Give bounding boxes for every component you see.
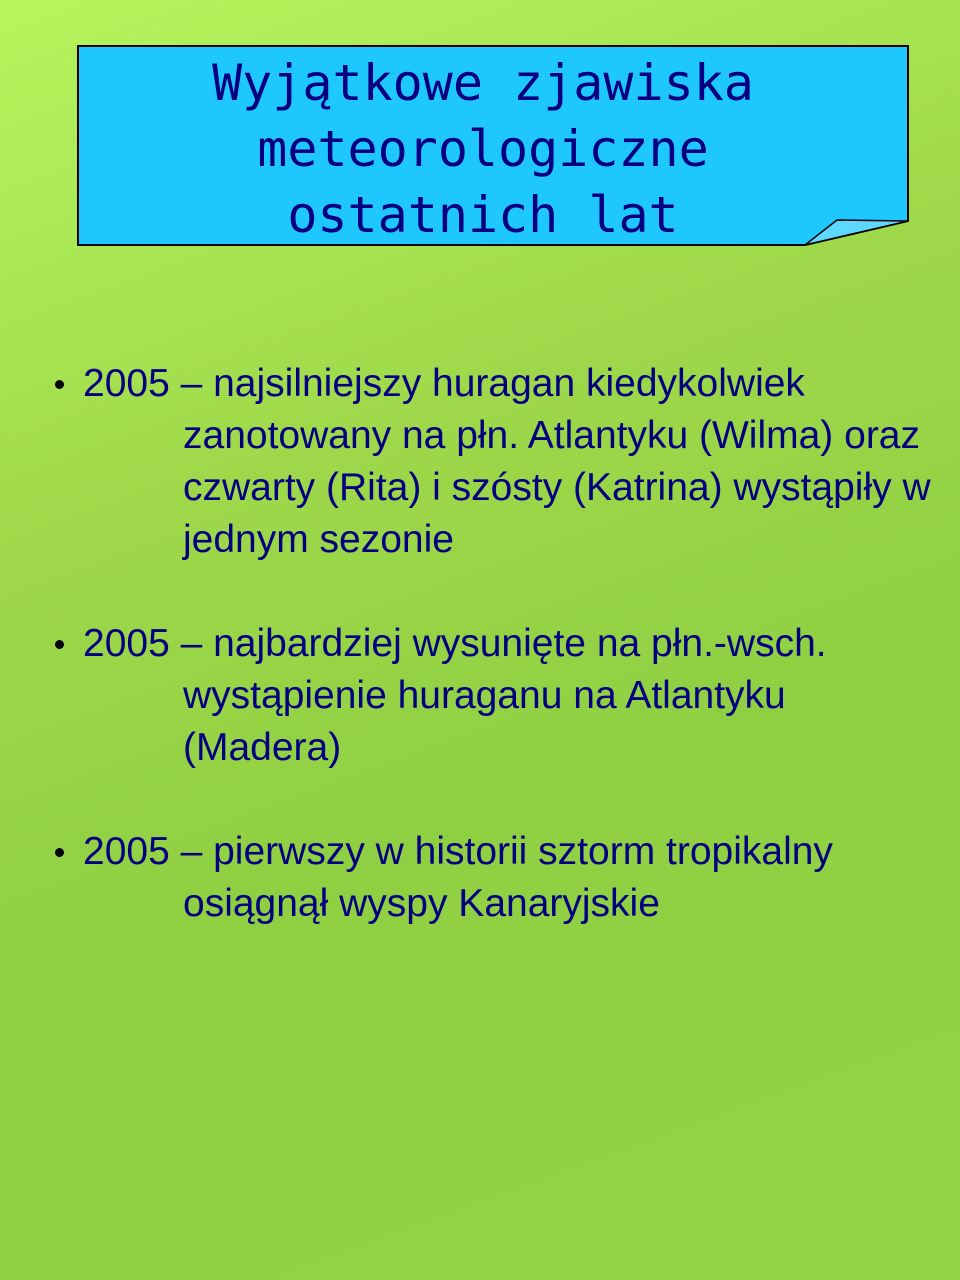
title-line-3: ostatnich lat [287, 186, 679, 244]
bullet-dot-icon [55, 848, 66, 859]
bullet-dot-icon [55, 640, 66, 651]
list-item [55, 358, 935, 566]
list-item [55, 618, 935, 774]
bullet-dot-icon [55, 380, 66, 391]
title-box [77, 45, 909, 246]
bullet-text: 2005 – najsilniejszy huragan kiedykolwiek zanotowany na płn. Atlantyku (Wilma) oraz czwarty (Rita) i szósty (Katrina) wystąpiły w jednym sezonie [83, 362, 931, 561]
slide-title [77, 45, 889, 246]
list-item [55, 826, 935, 930]
title-line-2: meteorologiczne [257, 120, 709, 178]
bullet-text: 2005 – najbardziej wysunięte na płn.-wsch. wystąpienie huraganu na Atlantyku (Madera) [83, 622, 827, 769]
bullet-text: 2005 – pierwszy w historii sztorm tropikalny osiągnął wyspy Kanaryjskie [83, 830, 833, 925]
bullet-list [55, 358, 935, 982]
title-line-1: Wyjątkowe zjawiska [212, 54, 754, 112]
